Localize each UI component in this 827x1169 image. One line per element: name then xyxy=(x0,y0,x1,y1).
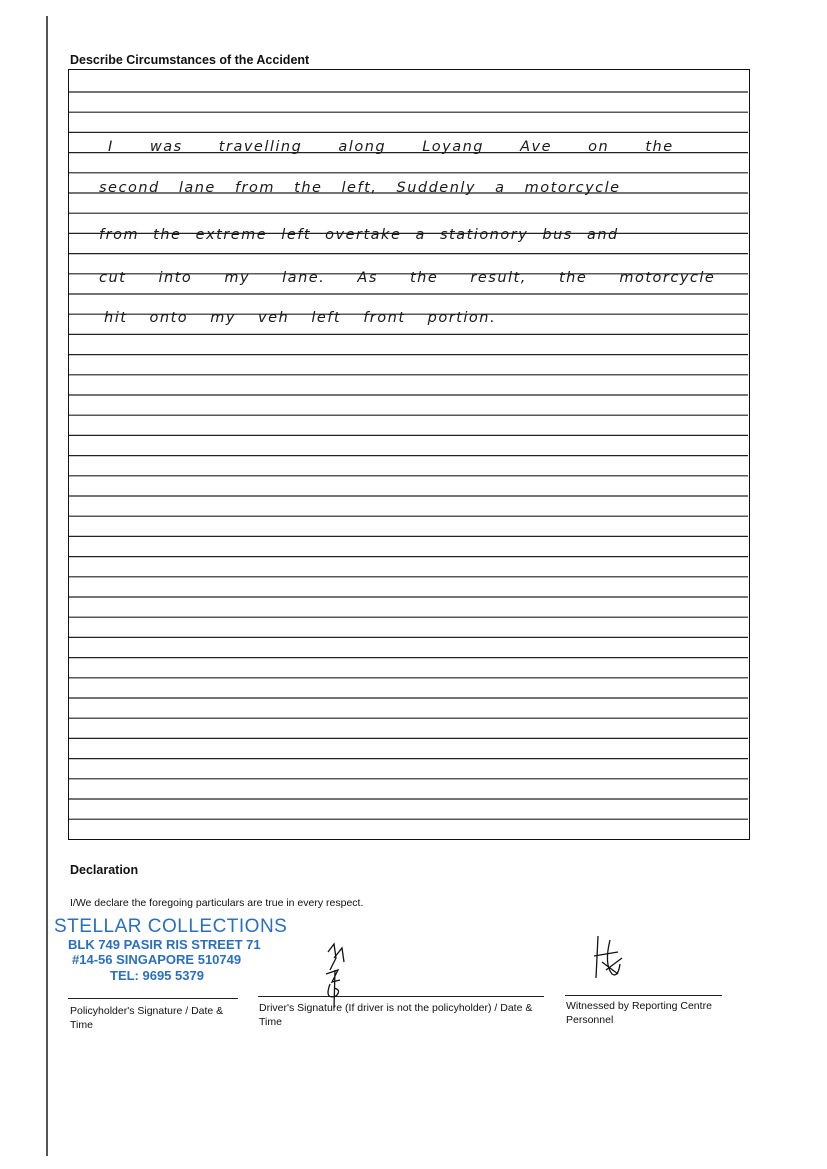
stamp-company-name: STELLAR COLLECTIONS xyxy=(54,916,288,937)
witness-signature-line xyxy=(565,995,722,996)
handwritten-line: I was travelling along Loyang Ave on the xyxy=(108,139,674,155)
witness-signature-scribble xyxy=(588,934,628,984)
declaration-statement: I/We declare the foregoing particulars are true in every respect. xyxy=(70,897,364,909)
stamp-phone: TEL: 9695 5379 xyxy=(110,968,204,983)
handwritten-line: from the extreme left overtake a stationory bus and xyxy=(99,227,619,243)
page-margin-line xyxy=(46,16,48,1156)
handwritten-line: cut into my lane. As the result, the motorcycle xyxy=(99,270,716,286)
section-title: Describe Circumstances of the Accident xyxy=(70,53,310,67)
stamp-address-line: #14-56 SINGAPORE 510749 xyxy=(72,952,242,967)
witness-signature-label: Witnessed by Reporting Centre Personnel xyxy=(566,1000,712,1026)
stamp-address-line: BLK 749 PASIR RIS STREET 71 xyxy=(68,937,261,952)
policyholder-signature-label: Policyholder's Signature / Date & Time xyxy=(70,1005,224,1031)
handwritten-line: second lane from the left, Suddenly a motorcycle xyxy=(99,180,621,196)
policyholder-signature-line xyxy=(68,998,238,999)
driver-signature-label: Driver's Signature (If driver is not the policyholder) / Date & Time xyxy=(259,1002,533,1028)
driver-signature-line xyxy=(258,996,544,997)
driver-signature-scribble xyxy=(320,940,360,1010)
handwritten-line: hit onto my veh left front portion. xyxy=(104,310,497,326)
declaration-title: Declaration xyxy=(70,863,139,877)
